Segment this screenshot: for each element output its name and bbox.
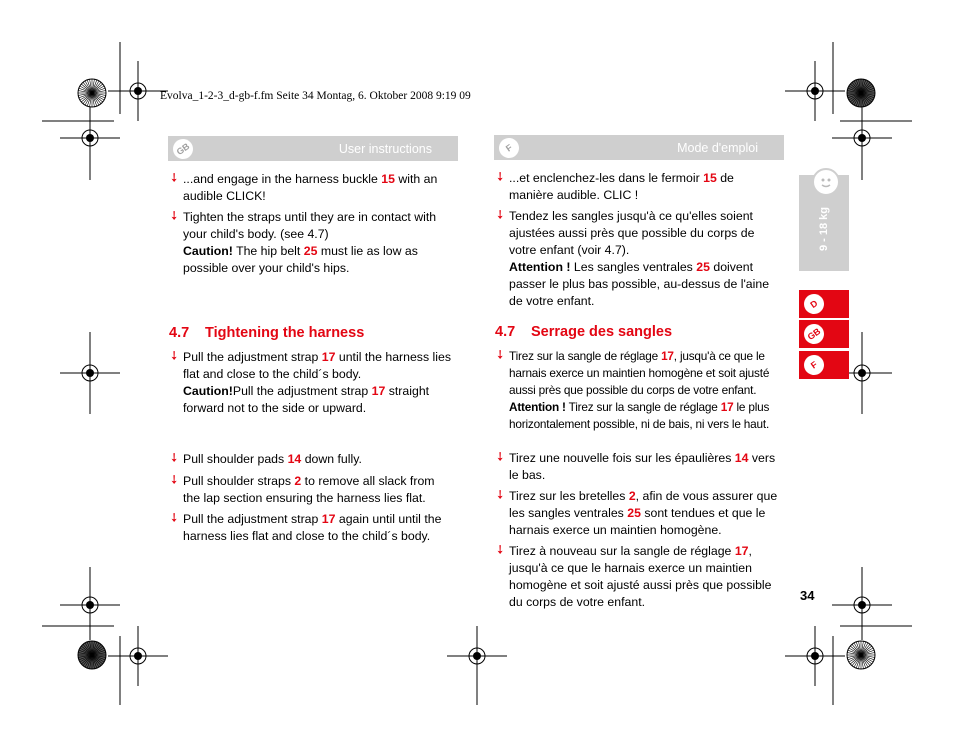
arrow-icon: ➘ [165, 346, 183, 364]
crosshair-mark [108, 61, 168, 121]
arrow-icon: ➘ [491, 345, 509, 363]
arrow-icon: ➘ [165, 448, 183, 466]
f-language-badge: F [495, 134, 523, 162]
age-group-tab [799, 175, 849, 271]
child-face-icon [812, 168, 840, 196]
gb-language-badge: GB [800, 320, 828, 348]
arrow-icon: ➘ [491, 205, 509, 223]
star-target-mark [78, 641, 106, 669]
list-item: ➘ Tighten the straps until they are in contact with your child's body. (see 4.7) Caution! The hip belt 25 must lie as low as possible over your child's hips. [165, 206, 437, 275]
arrow-icon: ➘ [491, 485, 509, 503]
crosshair-mark [785, 61, 845, 121]
list-item: ➘ Pull shoulder pads 14 down fully. [165, 448, 362, 466]
crosshair-mark [785, 626, 845, 686]
list-item: ➘ Tirez sur la sangle de réglage 17, jusqu'à ce que le harnais exerce un maintien homogène et soit ajusté aussi près que possible du corps de votre enfant. Attention ! Tirez sur la sangle de réglage 17 le plus horizontalement possible, ni de bais, ni vers le haut. [491, 345, 770, 431]
language-tab-gb [799, 320, 849, 348]
crosshair-mark [832, 108, 892, 168]
star-target-mark [847, 641, 875, 669]
left-column [165, 0, 459, 747]
language-tab-f [799, 351, 849, 379]
age-group-label: 9 - 18 kg [818, 206, 830, 252]
list-item: ➘ Tirez une nouvelle fois sur les épaulières 14 vers le bas. [491, 447, 776, 482]
crosshair-mark [60, 343, 120, 403]
star-target-mark [847, 79, 875, 107]
language-tab-d [799, 290, 849, 318]
arrow-icon: ➘ [165, 470, 183, 488]
list-item: ➘ Tirez à nouveau sur la sangle de réglage 17, jusqu'à ce que le harnais exerce un maintien homogène et soit ajusté aussi près que possible du corps de votre enfant. [491, 540, 772, 609]
star-target-mark [78, 79, 106, 107]
section-heading: 4.7 Tightening the harness [169, 325, 365, 341]
list-item: ➘ Pull the adjustment strap 17 again until until the harness lies flat and close to the child´s body. [165, 508, 442, 543]
right-column [491, 0, 785, 747]
crosshair-mark [60, 108, 120, 168]
d-language-badge: D [800, 290, 828, 318]
arrow-icon: ➘ [491, 447, 509, 465]
column-header-label: Mode d'emploi [677, 141, 758, 155]
arrow-icon: ➘ [165, 508, 183, 526]
list-item: ➘ ...and engage in the harness buckle 15 with an audible CLICK! [165, 168, 438, 203]
arrow-icon: ➘ [165, 168, 183, 186]
page-number: 34 [800, 588, 815, 603]
print-header: Evolva_1-2-3_d-gb-f.fm Seite 34 Montag, 6. Oktober 2008 9:19 09 [160, 90, 471, 102]
arrow-icon: ➘ [491, 167, 509, 185]
column-header-label: User instructions [338, 142, 432, 156]
list-item: ➘ Pull the adjustment strap 17 until the harness lies flat and close to the child´s body. Caution!Pull the adjustment strap 17 straight forward not to the side or upward. [165, 346, 451, 415]
arrow-icon: ➘ [491, 540, 509, 558]
arrow-icon: ➘ [165, 206, 183, 224]
list-item: ➘ Tendez les sangles jusqu'à ce qu'elles soient ajustées aussi près que possible du corps de votre enfant (voir 4.7). Attention ! Les sangles ventrales 25 doivent passer le plus bas possible, au-dessus de l'aine de votre enfant. [491, 205, 770, 308]
gb-language-badge: GB [169, 135, 197, 163]
list-item: ➘ Tirez sur les bretelles 2, afin de vous assurer que les sangles ventrales 25 sont tendues et que le harnais exerce un maintien homogène. [491, 485, 778, 537]
list-item: ➘ ...et enclenchez-les dans le fermoir 15 de manière audible. CLIC ! [491, 167, 734, 202]
f-language-badge: F [800, 351, 828, 379]
crosshair-mark [108, 626, 168, 686]
section-heading: 4.7 Serrage des sangles [495, 324, 673, 340]
list-item: ➘ Pull shoulder straps 2 to remove all slack from the lap section ensuring the harness lies flat. [165, 470, 435, 505]
